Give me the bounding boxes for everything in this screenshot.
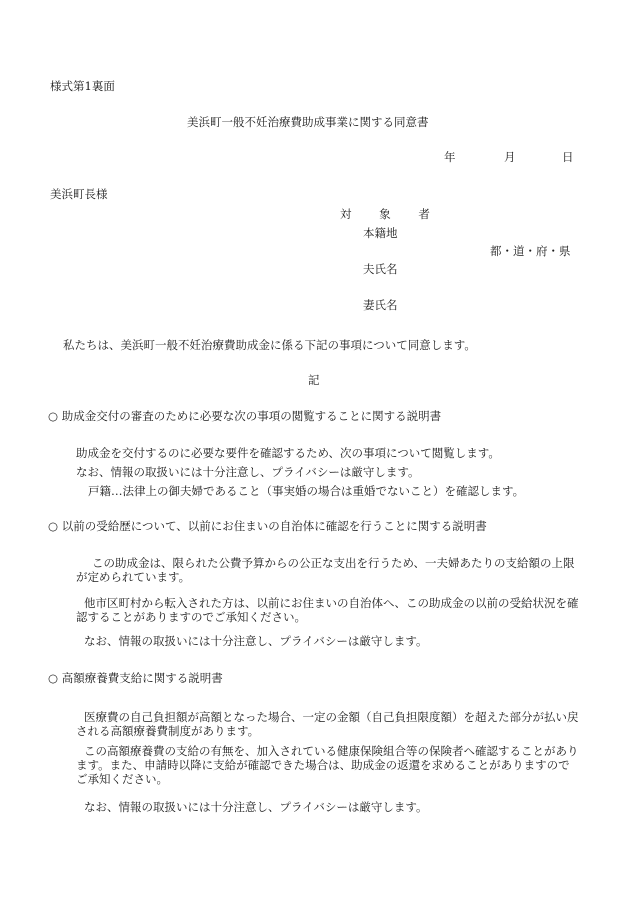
subject-heading-char-2: 象: [379, 207, 391, 221]
section-1-line-2: なお、情報の取扱いには十分注意し、プライバシーは厳守します。: [76, 465, 420, 479]
page-title: 美浜町一般不妊治療費助成事業に関する同意書: [187, 115, 429, 129]
domicile-label: 本籍地: [363, 226, 398, 240]
section-1-line-1: 助成金を交付するのに必要な要件を確認するため、次の事項について閲覧します。: [76, 446, 500, 460]
addressee: 美浜町長様: [50, 187, 108, 201]
date-year-label: 年: [444, 150, 456, 164]
section-1-heading: ○ 助成金交付の審査のために必要な次の事項の閲覧することに関する説明書: [48, 409, 442, 423]
section-2-heading: ○ 以前の受給歴について、以前にお住まいの自治体に確認を行うことに関する説明書: [48, 519, 487, 533]
date-day-label: 日: [562, 150, 574, 164]
husband-name-label: 夫氏名: [363, 262, 398, 276]
section-3-paragraph-3: なお、情報の取扱いには十分注意し、プライバシーは厳守します。: [84, 800, 428, 814]
section-1-line-3: 戸籍…法律上の御夫婦であること（事実婚の場合は重婚でないこと）を確認します。: [88, 484, 525, 498]
wife-name-label: 妻氏名: [363, 298, 398, 312]
form-number: 様式第1裏面: [50, 79, 115, 93]
section-3-paragraph-1: 医療費の自己負担額が高額となった場合、一定の金額（自己負担限度額）を超えた部分が払い戻される高額療養費制度があります。: [76, 710, 579, 738]
consent-statement: 私たちは、美浜町一般不妊治療費助成金に係る下記の事項について同意します。: [63, 338, 476, 352]
section-2-paragraph-2: 他市区町村から転入された方は、以前にお住まいの自治体へ、この助成金の以前の受給状況を確認することがありますのでご承知ください。: [76, 596, 579, 624]
section-2-paragraph-1: この助成金は、限られた公費予算からの公正な支出を行うため、一夫婦あたりの支給額の上限が定められています。: [76, 556, 575, 584]
subject-heading-char-1: 対: [340, 207, 352, 221]
section-2-paragraph-3: なお、情報の取扱いには十分注意し、プライバシーは厳守します。: [84, 634, 428, 648]
date-month-label: 月: [504, 150, 516, 164]
prefecture-label: 都・道・府・県: [490, 244, 571, 258]
ki-marker: 記: [308, 373, 320, 387]
section-3-paragraph-2: この高額療養費の支給の有無を、加入されている健康保険組合等の保険者へ確認することがあります。また、申請時以降に支給が確認できた場合は、助成金の返還を求めることがありますのでご承知ください。: [76, 744, 579, 786]
subject-heading: [340, 208, 430, 222]
subject-heading-char-3: 者: [418, 207, 430, 221]
section-3-heading: ○ 高額療養費支給に関する説明書: [48, 671, 223, 685]
